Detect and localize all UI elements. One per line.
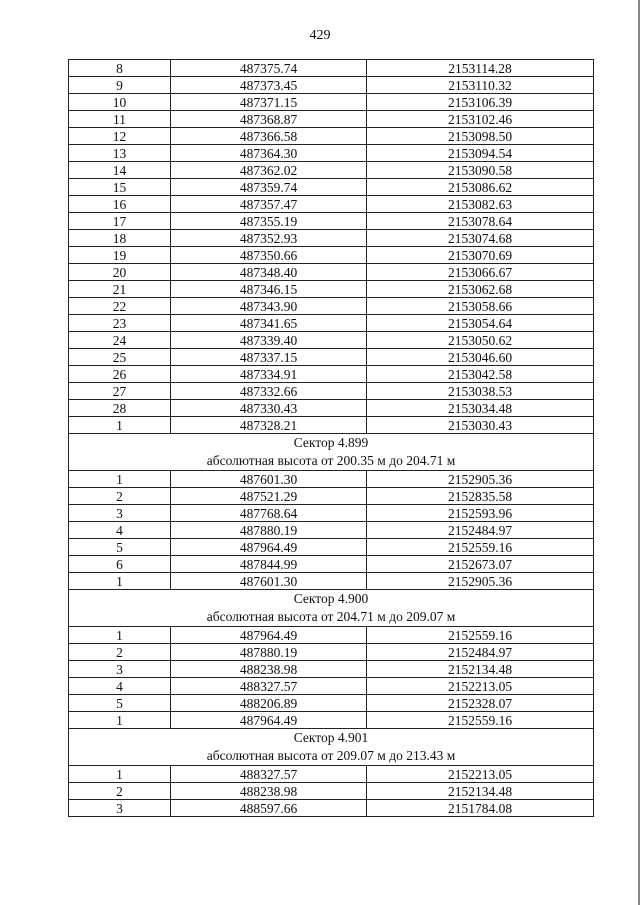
y-coordinate-cell: 2153070.69 bbox=[367, 247, 594, 264]
x-coordinate-cell: 487368.87 bbox=[171, 111, 367, 128]
table-row bbox=[69, 264, 594, 281]
x-coordinate-cell: 487357.47 bbox=[171, 196, 367, 213]
point-number-cell: 10 bbox=[69, 94, 171, 111]
table-row bbox=[69, 766, 594, 783]
table-row bbox=[69, 644, 594, 661]
point-number-cell: 1 bbox=[69, 417, 171, 434]
table-row bbox=[69, 471, 594, 488]
table-row bbox=[69, 332, 594, 349]
point-number-cell: 26 bbox=[69, 366, 171, 383]
x-coordinate-cell: 487352.93 bbox=[171, 230, 367, 247]
y-coordinate-cell: 2152905.36 bbox=[367, 573, 594, 590]
y-coordinate-cell: 2152593.96 bbox=[367, 505, 594, 522]
x-coordinate-cell: 487337.15 bbox=[171, 349, 367, 366]
y-coordinate-cell: 2152328.07 bbox=[367, 695, 594, 712]
table-row bbox=[69, 111, 594, 128]
y-coordinate-cell: 2153046.60 bbox=[367, 349, 594, 366]
table-row bbox=[69, 417, 594, 434]
table-row bbox=[69, 213, 594, 230]
x-coordinate-cell: 487768.64 bbox=[171, 505, 367, 522]
y-coordinate-cell: 2153050.62 bbox=[367, 332, 594, 349]
x-coordinate-cell: 488206.89 bbox=[171, 695, 367, 712]
x-coordinate-cell: 487330.43 bbox=[171, 400, 367, 417]
x-coordinate-cell: 487350.66 bbox=[171, 247, 367, 264]
point-number-cell: 8 bbox=[69, 60, 171, 77]
point-number-cell: 1 bbox=[69, 471, 171, 488]
table-row bbox=[69, 230, 594, 247]
x-coordinate-cell: 487964.49 bbox=[171, 712, 367, 729]
x-coordinate-cell: 488327.57 bbox=[171, 766, 367, 783]
point-number-cell: 19 bbox=[69, 247, 171, 264]
table-row bbox=[69, 315, 594, 332]
table-row bbox=[69, 522, 594, 539]
x-coordinate-cell: 487362.02 bbox=[171, 162, 367, 179]
sector-header-row bbox=[69, 434, 594, 471]
y-coordinate-cell: 2152213.05 bbox=[367, 766, 594, 783]
x-coordinate-cell: 487328.21 bbox=[171, 417, 367, 434]
page-number: 429 bbox=[309, 28, 331, 43]
point-number-cell: 25 bbox=[69, 349, 171, 366]
y-coordinate-cell: 2153054.64 bbox=[367, 315, 594, 332]
point-number-cell: 1 bbox=[69, 573, 171, 590]
table-row bbox=[69, 128, 594, 145]
y-coordinate-cell: 2152484.97 bbox=[367, 644, 594, 661]
y-coordinate-cell: 2152559.16 bbox=[367, 712, 594, 729]
coordinates-table bbox=[68, 59, 594, 817]
x-coordinate-cell: 487366.58 bbox=[171, 128, 367, 145]
x-coordinate-cell: 488327.57 bbox=[171, 678, 367, 695]
y-coordinate-cell: 2153082.63 bbox=[367, 196, 594, 213]
sector-title: Сектор 4.901 bbox=[293, 730, 369, 745]
point-number-cell: 6 bbox=[69, 556, 171, 573]
y-coordinate-cell: 2153086.62 bbox=[367, 179, 594, 196]
point-number-cell: 5 bbox=[69, 695, 171, 712]
x-coordinate-cell: 488238.98 bbox=[171, 783, 367, 800]
table-row bbox=[69, 783, 594, 800]
table-row bbox=[69, 366, 594, 383]
table-row bbox=[69, 94, 594, 111]
x-coordinate-cell: 487375.74 bbox=[171, 60, 367, 77]
x-coordinate-cell: 487601.30 bbox=[171, 573, 367, 590]
table-row bbox=[69, 162, 594, 179]
table-row bbox=[69, 281, 594, 298]
x-coordinate-cell: 487355.19 bbox=[171, 213, 367, 230]
y-coordinate-cell: 2152835.58 bbox=[367, 488, 594, 505]
table-row bbox=[69, 556, 594, 573]
point-number-cell: 2 bbox=[69, 488, 171, 505]
x-coordinate-cell: 487371.15 bbox=[171, 94, 367, 111]
point-number-cell: 2 bbox=[69, 644, 171, 661]
table-row bbox=[69, 712, 594, 729]
y-coordinate-cell: 2153098.50 bbox=[367, 128, 594, 145]
sector-height-range: абсолютная высота от 209.07 м до 213.43 м bbox=[206, 748, 456, 763]
point-number-cell: 5 bbox=[69, 539, 171, 556]
point-number-cell: 3 bbox=[69, 800, 171, 817]
point-number-cell: 28 bbox=[69, 400, 171, 417]
x-coordinate-cell: 488238.98 bbox=[171, 661, 367, 678]
point-number-cell: 2 bbox=[69, 783, 171, 800]
y-coordinate-cell: 2152484.97 bbox=[367, 522, 594, 539]
sector-header bbox=[69, 729, 594, 766]
table-row bbox=[69, 383, 594, 400]
point-number-cell: 13 bbox=[69, 145, 171, 162]
point-number-cell: 27 bbox=[69, 383, 171, 400]
x-coordinate-cell: 487339.40 bbox=[171, 332, 367, 349]
x-coordinate-cell: 487601.30 bbox=[171, 471, 367, 488]
point-number-cell: 24 bbox=[69, 332, 171, 349]
point-number-cell: 18 bbox=[69, 230, 171, 247]
point-number-cell: 9 bbox=[69, 77, 171, 94]
x-coordinate-cell: 487332.66 bbox=[171, 383, 367, 400]
x-coordinate-cell: 487964.49 bbox=[171, 539, 367, 556]
point-number-cell: 1 bbox=[69, 712, 171, 729]
sector-height-range: абсолютная высота от 200.35 м до 204.71 м bbox=[206, 453, 456, 468]
coordinates-table-body bbox=[69, 60, 594, 817]
table-row bbox=[69, 695, 594, 712]
y-coordinate-cell: 2153106.39 bbox=[367, 94, 594, 111]
table-row bbox=[69, 573, 594, 590]
point-number-cell: 21 bbox=[69, 281, 171, 298]
y-coordinate-cell: 2152673.07 bbox=[367, 556, 594, 573]
x-coordinate-cell: 487880.19 bbox=[171, 644, 367, 661]
x-coordinate-cell: 487844.99 bbox=[171, 556, 367, 573]
sector-title: Сектор 4.900 bbox=[293, 591, 369, 606]
x-coordinate-cell: 487348.40 bbox=[171, 264, 367, 281]
point-number-cell: 4 bbox=[69, 522, 171, 539]
point-number-cell: 15 bbox=[69, 179, 171, 196]
y-coordinate-cell: 2153110.32 bbox=[367, 77, 594, 94]
y-coordinate-cell: 2152134.48 bbox=[367, 661, 594, 678]
y-coordinate-cell: 2152905.36 bbox=[367, 471, 594, 488]
point-number-cell: 12 bbox=[69, 128, 171, 145]
table-row bbox=[69, 179, 594, 196]
x-coordinate-cell: 487373.45 bbox=[171, 77, 367, 94]
point-number-cell: 14 bbox=[69, 162, 171, 179]
x-coordinate-cell: 487341.65 bbox=[171, 315, 367, 332]
y-coordinate-cell: 2152134.48 bbox=[367, 783, 594, 800]
x-coordinate-cell: 487334.91 bbox=[171, 366, 367, 383]
point-number-cell: 22 bbox=[69, 298, 171, 315]
x-coordinate-cell: 487364.30 bbox=[171, 145, 367, 162]
y-coordinate-cell: 2153042.58 bbox=[367, 366, 594, 383]
y-coordinate-cell: 2153114.28 bbox=[367, 60, 594, 77]
y-coordinate-cell: 2152559.16 bbox=[367, 627, 594, 644]
y-coordinate-cell: 2153038.53 bbox=[367, 383, 594, 400]
point-number-cell: 11 bbox=[69, 111, 171, 128]
point-number-cell: 17 bbox=[69, 213, 171, 230]
sector-title: Сектор 4.899 bbox=[293, 435, 369, 450]
table-row bbox=[69, 247, 594, 264]
sector-header-row bbox=[69, 590, 594, 627]
x-coordinate-cell: 487359.74 bbox=[171, 179, 367, 196]
table-row bbox=[69, 505, 594, 522]
table-row bbox=[69, 400, 594, 417]
table-row bbox=[69, 539, 594, 556]
point-number-cell: 1 bbox=[69, 627, 171, 644]
table-row bbox=[69, 298, 594, 315]
point-number-cell: 20 bbox=[69, 264, 171, 281]
point-number-cell: 16 bbox=[69, 196, 171, 213]
table-row bbox=[69, 145, 594, 162]
point-number-cell: 3 bbox=[69, 661, 171, 678]
table-row bbox=[69, 678, 594, 695]
y-coordinate-cell: 2153058.66 bbox=[367, 298, 594, 315]
y-coordinate-cell: 2152213.05 bbox=[367, 678, 594, 695]
sector-header-row bbox=[69, 729, 594, 766]
point-number-cell: 3 bbox=[69, 505, 171, 522]
sector-header bbox=[69, 590, 594, 627]
point-number-cell: 4 bbox=[69, 678, 171, 695]
table-row bbox=[69, 77, 594, 94]
table-row bbox=[69, 661, 594, 678]
x-coordinate-cell: 488597.66 bbox=[171, 800, 367, 817]
y-coordinate-cell: 2153066.67 bbox=[367, 264, 594, 281]
y-coordinate-cell: 2153102.46 bbox=[367, 111, 594, 128]
table-row bbox=[69, 349, 594, 366]
y-coordinate-cell: 2153034.48 bbox=[367, 400, 594, 417]
table-row bbox=[69, 627, 594, 644]
table-row bbox=[69, 488, 594, 505]
y-coordinate-cell: 2153074.68 bbox=[367, 230, 594, 247]
y-coordinate-cell: 2153062.68 bbox=[367, 281, 594, 298]
y-coordinate-cell: 2153094.54 bbox=[367, 145, 594, 162]
y-coordinate-cell: 2153078.64 bbox=[367, 213, 594, 230]
x-coordinate-cell: 487880.19 bbox=[171, 522, 367, 539]
x-coordinate-cell: 487346.15 bbox=[171, 281, 367, 298]
sector-height-range: абсолютная высота от 204.71 м до 209.07 м bbox=[206, 609, 456, 624]
x-coordinate-cell: 487343.90 bbox=[171, 298, 367, 315]
table-row bbox=[69, 800, 594, 817]
x-coordinate-cell: 487521.29 bbox=[171, 488, 367, 505]
point-number-cell: 1 bbox=[69, 766, 171, 783]
y-coordinate-cell: 2153030.43 bbox=[367, 417, 594, 434]
table-row bbox=[69, 60, 594, 77]
y-coordinate-cell: 2151784.08 bbox=[367, 800, 594, 817]
y-coordinate-cell: 2152559.16 bbox=[367, 539, 594, 556]
point-number-cell: 23 bbox=[69, 315, 171, 332]
table-row bbox=[69, 196, 594, 213]
x-coordinate-cell: 487964.49 bbox=[171, 627, 367, 644]
y-coordinate-cell: 2153090.58 bbox=[367, 162, 594, 179]
sector-header bbox=[69, 434, 594, 471]
